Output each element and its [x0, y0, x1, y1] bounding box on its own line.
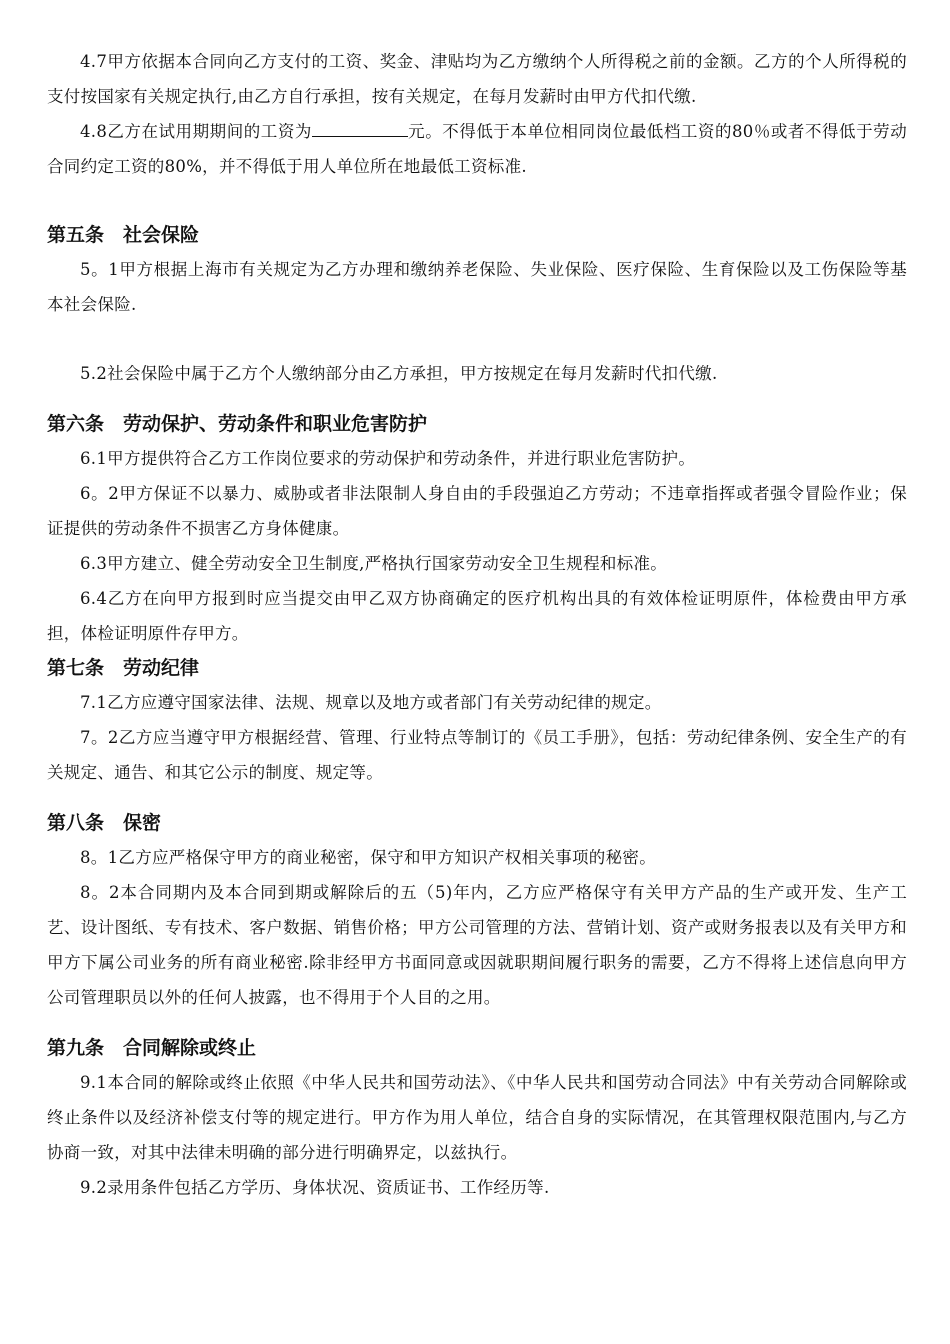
clause-7-heading: 第七条 劳动纪律	[47, 657, 200, 679]
clause-5-1: 5。1甲方根据上海市有关规定为乙方办理和缴纳养老保险、失业保险、医疗保险、生育保险以及工伤保险等基本社会保险.	[47, 260, 907, 314]
clause-4-8	[47, 114, 907, 184]
clause-8-2: 8。2本合同期内及本合同到期或解除后的五（5)年内，乙方应严格保守有关甲方产品的生产或开发、生产工艺、设计图纸、专有技术、客户数据、销售价格；甲方公司管理的方法、营销计划、资产或财务报表以及有关甲方和甲方下属公司业务的所有商业秘密.除非经甲方书面同意或因就职期间履行职务的需要，乙方不得将上述信息向甲方公司管理职员以外的任何人披露，也不得用于个人目的之用。	[47, 883, 907, 1007]
clause-5-2: 5.2社会保险中属于乙方个人缴纳部分由乙方承担，甲方按规定在每月发薪时代扣代缴.	[80, 364, 718, 383]
clause-8-1: 8。1乙方应严格保守甲方的商业秘密，保守和甲方知识产权相关事项的秘密。	[80, 848, 656, 867]
clause-8-heading: 第八条 保密	[47, 812, 162, 834]
clause-9-2: 9.2录用条件包括乙方学历、身体状况、资质证书、工作经历等.	[80, 1178, 550, 1197]
clause-4-8-suffix: 元。不得低于本单位相同岗位最低档工资的80％或者不得低于劳动合同约定工资的80%，并不得低于用人单位所在地最低工资标准.	[47, 122, 907, 176]
clause-4-7: 4.7甲方依据本合同向乙方支付的工资、奖金、津贴均为乙方缴纳个人所得税之前的金额。乙方的个人所得税的支付按国家有关规定执行,由乙方自行承担，按有关规定，在每月发薪时由甲方代扣代缴.	[47, 52, 907, 106]
salary-blank-field	[312, 120, 408, 137]
clause-6-heading: 第六条 劳动保护、劳动条件和职业危害防护	[47, 413, 428, 435]
clause-6-4: 6.4乙方在向甲方报到时应当提交由甲乙双方协商确定的医疗机构出具的有效体检证明原件，体检费由甲方承担，体检证明原件存甲方。	[47, 589, 907, 643]
clause-5-heading: 第五条 社会保险	[47, 224, 200, 246]
clause-7-1: 7.1乙方应遵守国家法律、法规、规章以及地方或者部门有关劳动纪律的规定。	[80, 693, 662, 712]
clause-9-heading: 第九条 合同解除或终止	[47, 1037, 257, 1059]
clause-6-3: 6.3甲方建立、健全劳动安全卫生制度,严格执行国家劳动安全卫生规程和标准。	[80, 554, 668, 573]
clause-6-2: 6。2甲方保证不以暴力、威胁或者非法限制人身自由的手段强迫乙方劳动；不违章指挥或者强令冒险作业；保证提供的劳动条件不损害乙方身体健康。	[47, 484, 907, 538]
clause-7-2: 7。2乙方应当遵守甲方根据经营、管理、行业特点等制订的《员工手册》，包括：劳动纪律条例、安全生产的有关规定、通告、和其它公示的制度、规定等。	[47, 728, 907, 782]
clause-9-1: 9.1本合同的解除或终止依照《中华人民共和国劳动法》、《中华人民共和国劳动合同法》中有关劳动合同解除或终止条件以及经济补偿支付等的规定进行。甲方作为用人单位，结合自身的实际情况，在其管理权限范围内,与乙方协商一致，对其中法律未明确的部分进行明确界定，以兹执行。	[47, 1073, 907, 1162]
contract-page	[47, 44, 907, 1205]
clause-4-8-prefix: 4.8乙方在试用期期间的工资为	[80, 122, 312, 141]
clause-6-1: 6.1甲方提供符合乙方工作岗位要求的劳动保护和劳动条件，并进行职业危害防护。	[80, 449, 696, 468]
